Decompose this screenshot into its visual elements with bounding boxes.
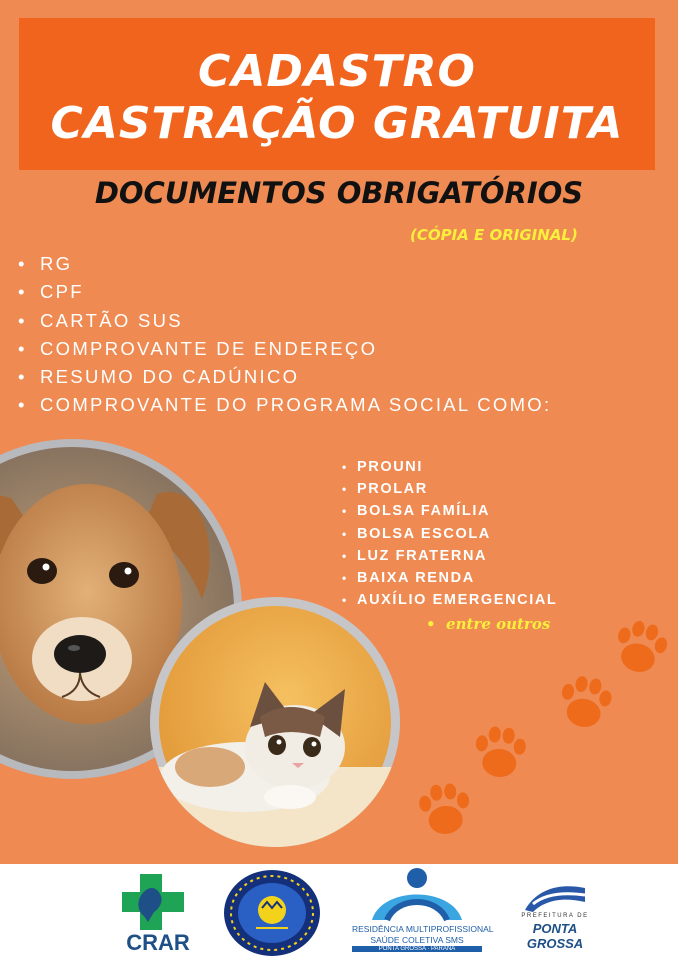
program-item: • PROLAR bbox=[342, 481, 428, 498]
document-item: • COMPROVANTE DO PROGRAMA SOCIAL COMO: bbox=[18, 394, 552, 416]
crar-logo bbox=[118, 872, 190, 954]
ponta-grossa-logo bbox=[505, 882, 605, 954]
residencia-line-3: PONTA GROSSA · PARANÁ bbox=[352, 946, 482, 952]
program-item: • AUXÍLIO EMERGENCIAL bbox=[342, 592, 558, 609]
paw-icon bbox=[610, 616, 671, 677]
document-item: • CARTÃO SUS bbox=[18, 309, 183, 331]
document-item: • CPF bbox=[18, 281, 84, 303]
title-line-2: CASTRAÇÃO GRATUITA bbox=[50, 98, 624, 149]
program-item: • PROUNI bbox=[342, 459, 423, 475]
crar-logo-text: CRAR bbox=[126, 930, 190, 955]
footer-logos bbox=[0, 864, 678, 960]
title-line-1: CADASTRO bbox=[198, 46, 476, 97]
cat-photo bbox=[150, 597, 400, 847]
paw-icon bbox=[418, 782, 472, 836]
ponta-grossa-small: PREFEITURA DE bbox=[521, 913, 589, 919]
title-banner bbox=[19, 18, 655, 170]
document-item: • RESUMO DO CADÚNICO bbox=[18, 366, 300, 388]
ponta-grossa-name: PONTA GROSSA bbox=[526, 921, 584, 951]
program-item: • BOLSA FAMÍLIA bbox=[342, 503, 491, 520]
documents-list bbox=[18, 250, 551, 420]
program-item: • BOLSA ESCOLA bbox=[342, 525, 491, 542]
others-note: • entre outros bbox=[426, 615, 551, 633]
seal-logo bbox=[222, 868, 322, 958]
copy-note: (CÓPIA E ORIGINAL) bbox=[410, 226, 578, 244]
paw-icon bbox=[557, 673, 615, 731]
subtitle: DOCUMENTOS OBRIGATÓRIOS bbox=[94, 176, 584, 210]
residencia-line-2: SAÚDE COLETIVA SMS bbox=[370, 935, 464, 945]
residencia-logo bbox=[352, 866, 494, 958]
document-item: • COMPROVANTE DE ENDEREÇO bbox=[18, 337, 378, 359]
program-item: • BAIXA RENDA bbox=[342, 569, 475, 586]
programs-list bbox=[342, 456, 557, 611]
residencia-line-1: RESIDÊNCIA MULTIPROFISSIONAL bbox=[352, 924, 494, 934]
paw-icon bbox=[473, 725, 527, 779]
program-item: • LUZ FRATERNA bbox=[342, 547, 488, 564]
document-item: • RG bbox=[18, 253, 73, 274]
